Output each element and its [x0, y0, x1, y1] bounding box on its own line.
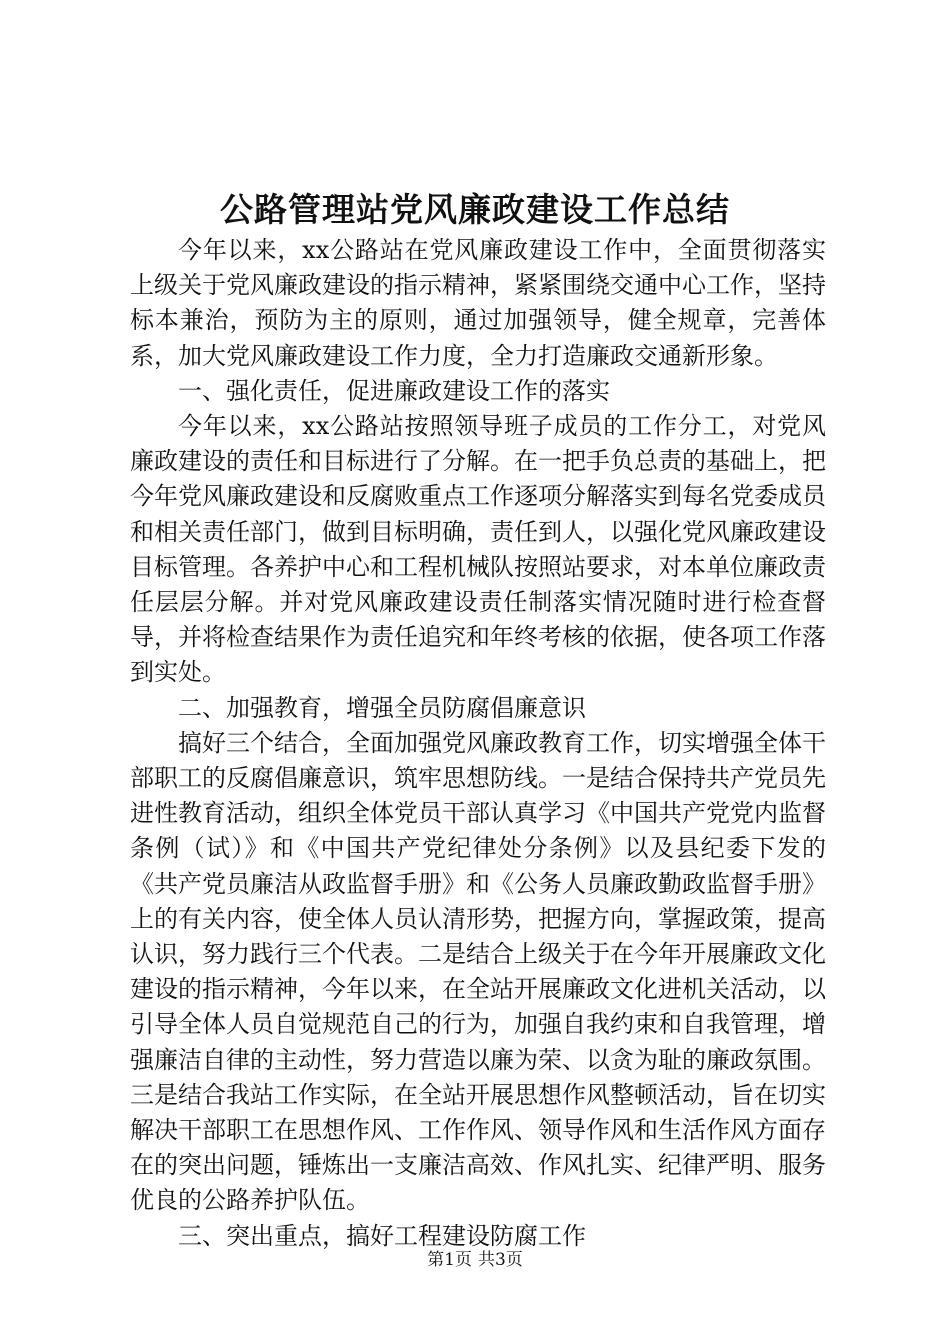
- page-number: 第1页: [427, 1250, 472, 1270]
- section-heading-3: 三、突出重点，搞好工程建设防腐工作: [178, 1221, 586, 1250]
- intro-paragraph: 今年以来，xx公路站在党风廉政建设工作中，全面贯彻落实上级关于党风廉政建设的指示精神，紧紧围绕交通中心工作，坚持标本兼治，预防为主的原则，通过加强领导，健全规章，完善体系，加大党风廉政建设工作力度，全力打造廉政交通新形象。: [130, 236, 826, 370]
- page-footer: [0, 1248, 950, 1272]
- section-heading-1: 一、强化责任，促进廉政建设工作的落实: [178, 376, 610, 405]
- document-title: 公路管理站党风廉政建设工作总结: [220, 190, 730, 229]
- document-body: [130, 233, 826, 1254]
- section-1-paragraph: 今年以来，xx公路站按照领导班子成员的工作分工，对党风廉政建设的责任和目标进行了分解。在一把手负总责的基础上，把今年党风廉政建设和反腐败重点工作逐项分解落实到每名党委成员和相关责任部门，做到目标明确，责任到人，以强化党风廉政建设目标管理。各养护中心和工程机械队按照站要求，对本单位廉政责任层层分解。并对党风廉政建设责任制落实情况随时进行检查督导，并将检查结果作为责任追究和年终考核的依据，使各项工作落到实处。: [130, 412, 826, 687]
- section-2-paragraph: 搞好三个结合，全面加强党风廉政教育工作，切实增强全体干部职工的反腐倡廉意识，筑牢思想防线。一是结合保持共产党员先进性教育活动，组织全体党员干部认真学习《中国共产党党内监督条例（试）》和《中国共产党纪律处分条例》以及县纪委下发的《共产党员廉洁从政监督手册》和《公务人员廉政勤政监督手册》上的有关内容，使全体人员认清形势，把握方向，掌握政策，提高认识，努力践行三个代表。二是结合上级关于在今年开展廉政文化建设的指示精神，今年以来，在全站开展廉政文化进机关活动，以引导全体人员自觉规范自己的行为，加强自我约束和自我管理，增强廉洁自律的主动性，努力营造以廉为荣、以贪为耻的廉政氛围。三是结合我站工作实际，在全站开展思想作风整顿活动，旨在切实解决干部职工在思想作风、工作作风、领导作风和生活作风方面存在的突出问题，锤炼出一支廉洁高效、作风扎实、纪律严明、服务优良的公路养护队伍。: [130, 728, 826, 1215]
- section-heading-2: 二、加强教育，增强全员防腐倡廉意识: [178, 693, 586, 722]
- page-total: 共3页: [478, 1250, 523, 1270]
